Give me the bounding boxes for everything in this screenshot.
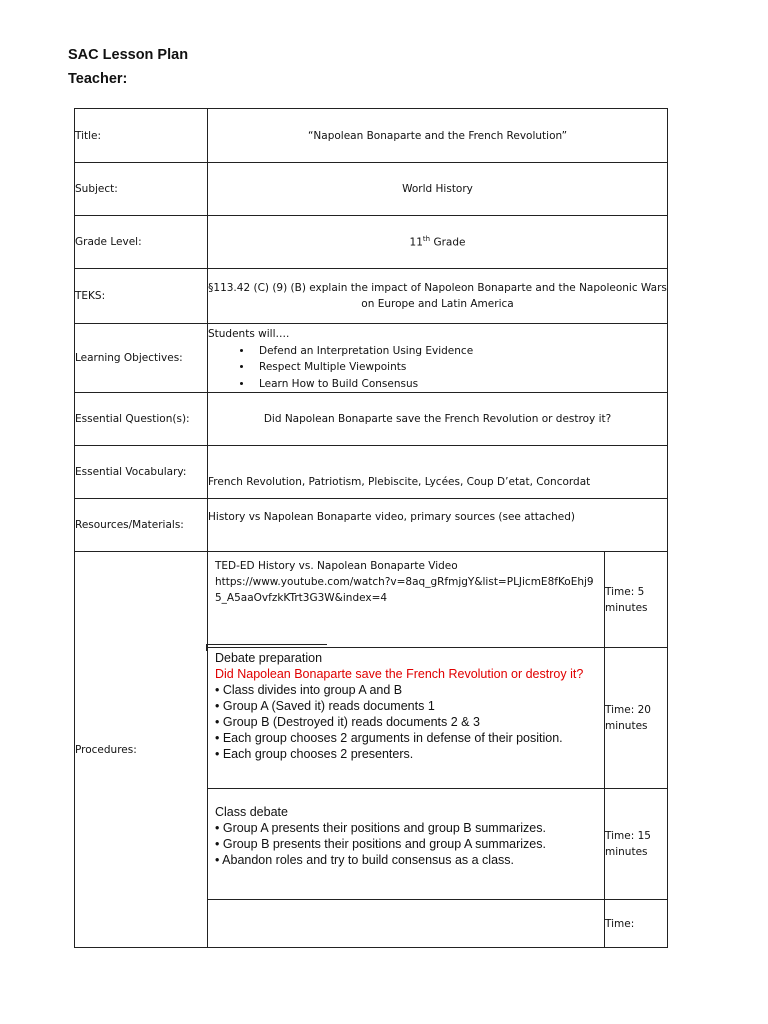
grade-word: Grade xyxy=(430,236,466,249)
prep-line-item: • Group B (Destroyed it) reads documents 2 & 3 xyxy=(215,715,480,729)
document-title: SAC Lesson Plan xyxy=(68,47,189,63)
debate-question: Did Napolean Bonaparte save the French Revolution or destroy it? xyxy=(215,667,584,681)
procedure-step-2-time: Time: 20 minutes xyxy=(605,648,668,789)
procedure-step-1-time: Time: 5 minutes xyxy=(605,552,668,648)
procedure-step-2-content xyxy=(208,648,605,789)
bracket-line xyxy=(206,644,327,651)
title-label: Title: xyxy=(75,109,208,163)
grade-row xyxy=(75,216,668,269)
subject-label: Subject: xyxy=(75,163,208,216)
title-value: “Napolean Bonaparte and the French Revolution” xyxy=(208,109,668,163)
objective-item: • Respect Multiple Viewpoints xyxy=(253,359,667,376)
prep-line-item: • Class divides into group A and B xyxy=(215,683,403,697)
grade-suffix: th xyxy=(422,235,431,244)
debate-line-item: • Group A presents their positions and group B summarizes. xyxy=(215,821,546,835)
subject-row xyxy=(75,163,668,216)
procedures-label: Procedures: xyxy=(75,552,208,948)
objectives-row xyxy=(75,324,668,393)
question-value: Did Napolean Bonaparte save the French Revolution or destroy it? xyxy=(208,393,668,446)
teks-label: TEKS: xyxy=(75,269,208,324)
procedure-step-3-time: Time: 15 minutes xyxy=(605,789,668,900)
grade-number: 11 xyxy=(409,236,423,249)
grade-value xyxy=(208,216,668,269)
prep-line-item: • Group A (Saved it) reads documents 1 xyxy=(215,699,435,713)
objectives-list xyxy=(208,343,667,393)
debate-prep-heading: Debate preparation xyxy=(215,651,323,665)
class-debate-heading: Class debate xyxy=(215,805,288,819)
resources-label: Resources/Materials: xyxy=(75,499,208,552)
teacher-label: Teacher: xyxy=(68,71,128,87)
vocabulary-row xyxy=(75,446,668,499)
grade-label: Grade Level: xyxy=(75,216,208,269)
resources-value: History vs Napolean Bonaparte video, primary sources (see attached) xyxy=(208,499,668,552)
objective-item: • Defend an Interpretation Using Evidence xyxy=(253,343,667,360)
subject-value: World History xyxy=(208,163,668,216)
video-title: TED-ED History vs. Napolean Bonaparte Video xyxy=(215,560,458,572)
vocabulary-label: Essential Vocabulary: xyxy=(75,446,208,499)
procedure-step-4-time: Time: xyxy=(605,900,668,948)
procedure-step-1 xyxy=(75,552,668,648)
teks-value: §113.42 (C) (9) (B) explain the impact of Napoleon Bonaparte and the Napoleonic Wars on Europe and Latin America xyxy=(208,269,668,324)
video-url[interactable]: https://www.youtube.com/watch?v=8aq_gRfmjgY&list=PLJicmE8fKoEhj95_A5aaOvfzkKTrt3G3W&index=4 xyxy=(215,576,594,604)
teks-row xyxy=(75,269,668,324)
debate-line-item: • Abandon roles and try to build consensus as a class. xyxy=(215,853,514,867)
objectives-label: Learning Objectives: xyxy=(75,324,208,393)
vocabulary-value: French Revolution, Patriotism, Plebiscite, Lycées, Coup D’etat, Concordat xyxy=(208,446,668,499)
title-row xyxy=(75,109,668,163)
question-row xyxy=(75,393,668,446)
lesson-plan-table xyxy=(74,108,668,948)
procedure-step-4-content xyxy=(208,900,605,948)
prep-line-item: • Each group chooses 2 arguments in defense of their position. xyxy=(215,731,563,745)
objectives-value xyxy=(208,324,668,393)
objectives-intro: Students will…. xyxy=(208,328,290,340)
resources-row xyxy=(75,499,668,552)
debate-line-item: • Group B presents their positions and group A summarizes. xyxy=(215,837,546,851)
prep-line-item: • Each group chooses 2 presenters. xyxy=(215,747,414,761)
procedure-step-1-content xyxy=(208,552,605,648)
objective-item: • Learn How to Build Consensus xyxy=(253,376,667,393)
procedure-step-3-content xyxy=(208,789,605,900)
question-label: Essential Question(s): xyxy=(75,393,208,446)
